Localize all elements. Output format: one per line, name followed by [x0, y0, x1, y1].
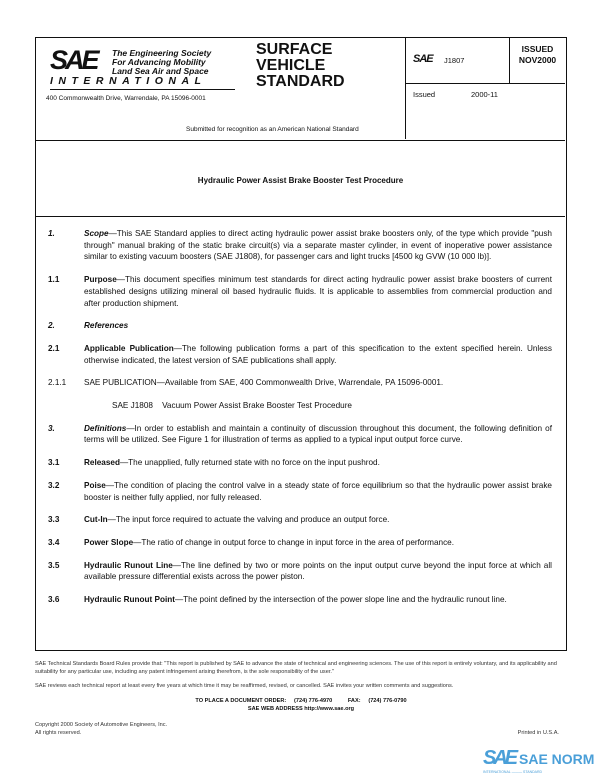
document-body	[36, 228, 565, 617]
order-info: TO PLACE A DOCUMENT ORDER: (724) 776-4970 FAX: (724) 776-0790	[195, 698, 407, 704]
submitted-note: Submitted for recognition as an American National Standard	[186, 126, 359, 133]
document-frame	[35, 37, 567, 651]
section-heading: SAE PUBLICATION	[84, 378, 157, 388]
doc-type: SURFACE VEHICLE STANDARD	[256, 41, 345, 90]
doc-number: J1807	[444, 56, 465, 65]
section-text: —The unapplied, fully returned state with no force on the input pushrod.	[119, 458, 380, 468]
section-3-6	[36, 594, 565, 606]
section-number: 3.2	[48, 480, 60, 490]
document-title: Hydraulic Power Assist Brake Booster Test Procedure	[36, 141, 565, 217]
section-2	[36, 320, 565, 332]
section-text: —In order to establish and maintain a continuity of discussion throughout this document, the following definition of terms will be utilized. See Figure 1 for illustration of terms as applied to a typical input output force curve.	[84, 423, 552, 445]
section-2-1	[36, 343, 565, 366]
section-text: —The ratio of change in output force to change in input force in the area of performance.	[133, 537, 455, 547]
copyright: Copyright 2000 Society of Automotive Engineers, Inc.	[35, 722, 168, 728]
section-1	[36, 228, 565, 263]
section-text: —This SAE Standard applies to direct acting hydraulic power assist brake boosters only, of the type which provide "push through" manual braking of the static brake circuit(s) via a separate master cylinder, in event of inoperative power assistance similar to existing vacuum boosters (SAE J1808), for passenger cars and light trucks [4500 kg GVW (10 000 lb)].	[84, 229, 552, 262]
section-text: —The line defined by two or more points on the input output curve beyond the input force at which all available pressure differential exists across the power piston.	[84, 560, 552, 582]
section-2-1-1	[36, 377, 565, 389]
section-heading: Cut-In	[84, 515, 108, 525]
international-label: INTERNATIONAL	[50, 75, 235, 90]
header	[36, 38, 565, 141]
section-text: —The condition of placing the control valve in a steady state of force equilibrium so that the hydraulic power assist brake booster is neither fully applied, nor fully released.	[84, 480, 552, 502]
section-heading: Hydraulic Runout Point	[84, 595, 175, 605]
section-number: 2.	[48, 321, 55, 331]
section-number: 3.3	[48, 515, 60, 525]
section-heading: Released	[84, 458, 120, 468]
header-left	[36, 38, 406, 139]
section-number: 2.1	[48, 343, 60, 353]
section-3-4	[36, 537, 565, 549]
section-heading: Hydraulic Runout Line	[84, 560, 173, 570]
tagline: The Engineering Society For Advancing Mobility Land Sea Air and Space	[112, 48, 212, 76]
section-number: 2.1.1	[48, 378, 67, 388]
section-text: —The point defined by the intersection of the power slope line and the hydraulic runout line.	[174, 595, 507, 605]
section-text: SAE J1808 Vacuum Power Assist Brake Booster Test Procedure	[112, 401, 352, 411]
section-3-3	[36, 514, 565, 526]
review-note: SAE reviews each technical report at least every five years at which time it may be reaffirmed, revised, or cancelled. SAE invites your written comments and suggestions.	[35, 683, 454, 689]
sae-small-logo: SAE	[413, 53, 433, 65]
section-heading: Power Slope	[84, 537, 134, 547]
section-heading: Definitions	[84, 423, 127, 433]
section-heading: Scope	[84, 229, 109, 238]
issued-box: ISSUED NOV2000	[510, 38, 565, 84]
section-number: 3.1	[48, 458, 60, 468]
doc-number-box	[406, 38, 510, 84]
footer	[35, 660, 567, 737]
web-address[interactable]: SAE WEB ADDRESS http://www.sae.org	[247, 706, 355, 712]
section-number: 3.6	[48, 595, 60, 605]
section-3-5	[36, 560, 565, 583]
section-heading: Purpose	[84, 275, 117, 285]
section-heading: Poise	[84, 480, 106, 490]
policy-note: SAE Technical Standards Board Rules provide that: "This report is published by SAE to advance the state of technical and engineering sciences. The use of this report is entirely voluntary, and its applicability and suitability for any particular use, including any patent infringement arising therefrom, is the sole responsibility of the user."	[35, 661, 557, 675]
rights: All rights reserved.	[35, 730, 82, 736]
section-1-1	[36, 274, 565, 309]
section-3-2	[36, 480, 565, 503]
section-text: —The input force required to actuate the valving and produce an output force.	[107, 515, 390, 525]
section-text: —Available from SAE, 400 Commonwealth Drive, Warrendale, PA 15096-0001.	[156, 378, 444, 388]
sae-norm-watermark: SAE SAE NORM INTERNATIONAL ——— STANDARD	[483, 747, 595, 774]
rights-row	[35, 729, 567, 737]
section-number: 3.4	[48, 537, 60, 547]
issued-date-box: Issued 2000-11	[413, 90, 498, 99]
section-heading: Applicable Publication	[84, 343, 174, 353]
address: 400 Commonwealth Drive, Warrendale, PA 15096-0001	[46, 95, 206, 102]
printed-in: Printed in U.S.A.	[517, 730, 559, 736]
sae-logo: SAE	[50, 47, 97, 74]
section-text: —The following publication forms a part of this specification to the extent specified herein. Unless otherwise indicated, the latest version of SAE publications shall apply.	[84, 343, 552, 365]
section-number: 3.5	[48, 560, 60, 570]
section-3	[36, 423, 565, 446]
section-3-1	[36, 457, 565, 469]
section-number: 1.	[48, 229, 55, 238]
section-number: 3.	[48, 423, 55, 433]
section-number: 1.1	[48, 275, 60, 285]
section-text: —This document specifies minimum test standards for direct acting hydraulic power assist brake boosters of current established designs utilizing mineral oil based hydraulic fluids. It is applicable to assemblies from commercial production and after production shipment.	[84, 275, 552, 308]
section-ref	[36, 400, 565, 412]
section-heading: References	[84, 321, 129, 331]
